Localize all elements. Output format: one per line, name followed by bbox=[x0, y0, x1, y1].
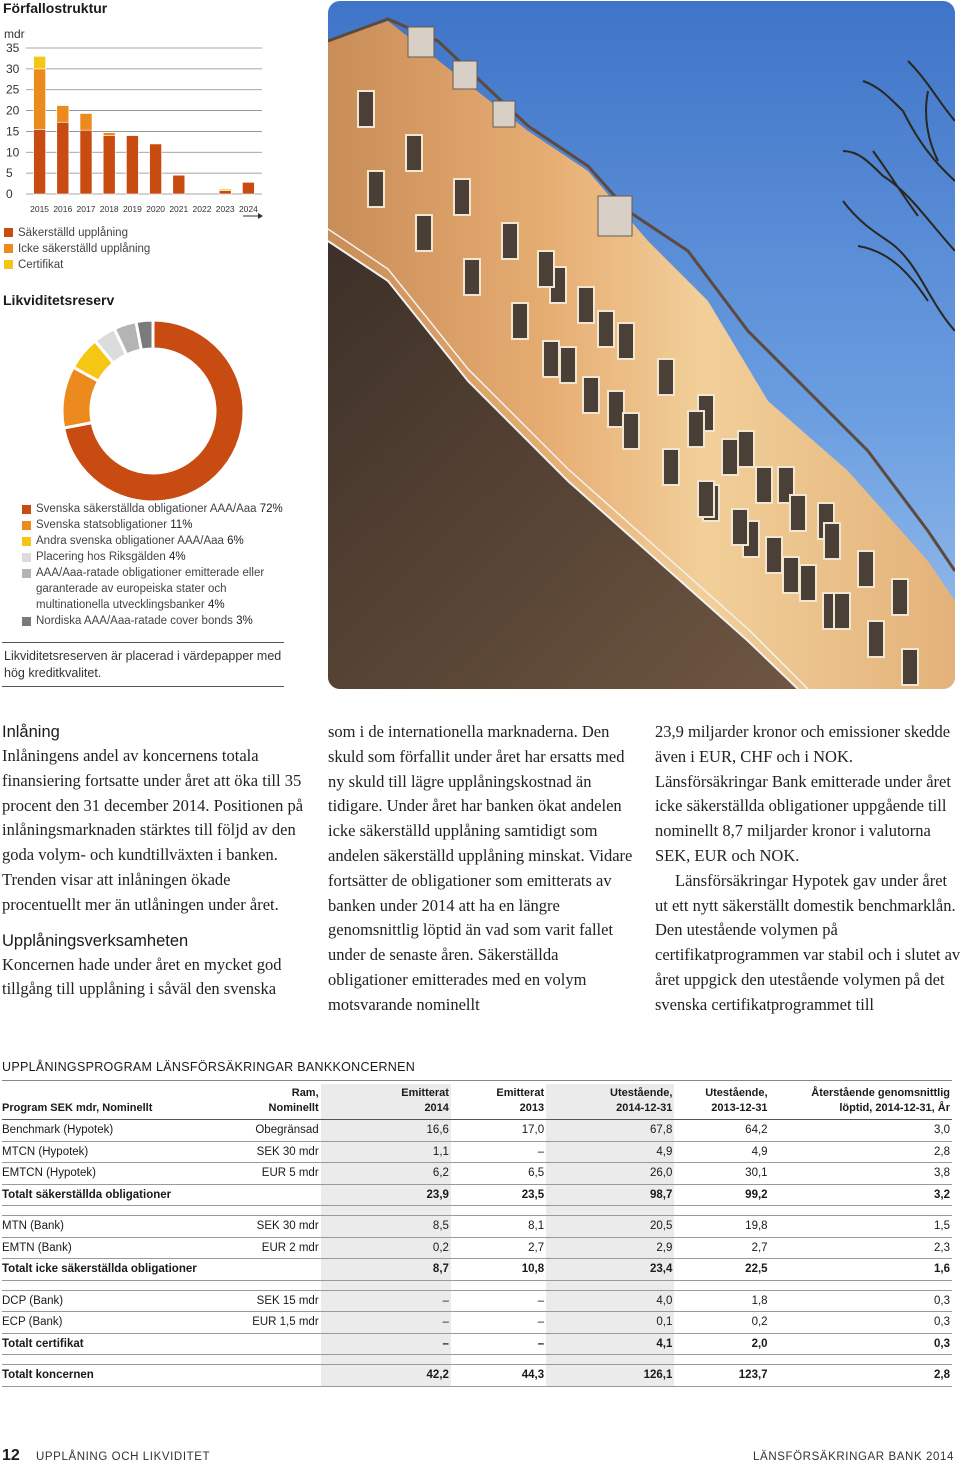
table-cell: SEK 30 mdr bbox=[202, 1141, 320, 1163]
window-shape bbox=[583, 377, 599, 413]
heading-deposits: Inlåning bbox=[2, 723, 60, 741]
table-cell: EUR 1,5 mdr bbox=[202, 1312, 320, 1334]
legend-swatch bbox=[22, 569, 31, 578]
liquidity-legend bbox=[22, 501, 292, 629]
table-cell: 3,0 bbox=[770, 1120, 952, 1142]
table-cell: 8,5 bbox=[321, 1216, 451, 1238]
legend-item bbox=[4, 241, 150, 257]
table-cell bbox=[202, 1184, 320, 1206]
y-tick-label: 35 bbox=[6, 41, 20, 55]
y-tick-label: 25 bbox=[6, 82, 20, 97]
window-shape bbox=[454, 179, 470, 215]
window-shape bbox=[824, 523, 840, 559]
table-cell bbox=[202, 1365, 320, 1387]
table-cell: 1,8 bbox=[674, 1290, 769, 1312]
y-tick-label: 0 bbox=[6, 187, 13, 201]
divider bbox=[2, 686, 284, 687]
table-row bbox=[2, 1290, 952, 1312]
table-cell: 17,0 bbox=[451, 1120, 546, 1142]
table-cell: MTN (Bank) bbox=[2, 1216, 202, 1238]
table-cell: 8,1 bbox=[451, 1216, 546, 1238]
table-cell: Totalt icke säkerställda obligationer bbox=[2, 1259, 202, 1281]
x-tick-label: 2015 bbox=[30, 204, 50, 214]
bar-segment bbox=[80, 113, 92, 130]
window-shape bbox=[618, 323, 634, 359]
paragraph: Länsförsäkringar Hypotek gav under året ut ett nytt säkerställt domestik benchmarklån. Den utestående volymen på certifikatprogrammen var stabil och i slutet av året uppgick den utestående volymen på det svenska certifikatprogrammet till bbox=[655, 870, 960, 1014]
column-header: Ram, Nominellt bbox=[202, 1084, 320, 1120]
window-shape bbox=[538, 251, 554, 287]
window-shape bbox=[543, 341, 559, 377]
legend-label: Andra svenska obligationer AAA/Aaa bbox=[36, 535, 224, 547]
table-cell: – bbox=[451, 1312, 546, 1334]
legend-pct: 4% bbox=[168, 551, 186, 563]
divider bbox=[2, 642, 284, 643]
bar-segment bbox=[150, 144, 162, 194]
legend-label: Placering hos Riksgälden bbox=[36, 551, 166, 563]
table-cell: Obegränsad bbox=[202, 1120, 320, 1142]
legend-pct: 72% bbox=[259, 503, 283, 515]
table-cell: 23,5 bbox=[451, 1184, 546, 1206]
bar-segment bbox=[34, 69, 46, 129]
y-tick-label: 30 bbox=[6, 61, 20, 76]
window-shape bbox=[738, 431, 754, 467]
legend-swatch bbox=[22, 537, 31, 546]
table-cell: 67,8 bbox=[546, 1120, 674, 1142]
table-cell: 20,5 bbox=[546, 1216, 674, 1238]
section-name: UPPLÅNING OCH LIKVIDITET bbox=[36, 1451, 211, 1463]
paragraph: Koncernen hade under året en mycket god tillgång till upplåning i såväl den svenska bbox=[2, 954, 282, 999]
window-shape bbox=[598, 311, 614, 347]
bar-segment bbox=[57, 106, 69, 123]
liquidity-reserve-donut bbox=[60, 318, 246, 504]
table-total-row bbox=[2, 1259, 952, 1281]
table-cell: EUR 5 mdr bbox=[202, 1163, 320, 1185]
table-cell: Benchmark (Hypotek) bbox=[2, 1120, 202, 1142]
table-cell: EMTN (Bank) bbox=[2, 1237, 202, 1259]
y-tick-label: 10 bbox=[6, 145, 20, 160]
y-unit-label: mdr bbox=[4, 27, 25, 41]
legend-item bbox=[4, 225, 150, 241]
table-cell: 2,7 bbox=[674, 1237, 769, 1259]
table-cell: 19,8 bbox=[674, 1216, 769, 1238]
legend-pct: 11% bbox=[170, 519, 193, 531]
table-cell bbox=[202, 1259, 320, 1281]
table-cell: 23,9 bbox=[321, 1184, 451, 1206]
table-cell: 0,2 bbox=[321, 1237, 451, 1259]
x-tick-label: 2019 bbox=[122, 204, 142, 214]
legend-label: Säkerställd upplåning bbox=[18, 227, 128, 239]
table-cell: 4,0 bbox=[546, 1290, 674, 1312]
table-total-row bbox=[2, 1365, 952, 1387]
legend-swatch bbox=[4, 228, 13, 237]
table-total-row bbox=[2, 1333, 952, 1355]
table-cell: DCP (Bank) bbox=[2, 1290, 202, 1312]
window-shape bbox=[623, 413, 639, 449]
x-tick-label: 2018 bbox=[99, 204, 119, 214]
table-cell: 10,8 bbox=[451, 1259, 546, 1281]
table-row bbox=[2, 1237, 952, 1259]
legend-item bbox=[22, 613, 292, 629]
bar-segment bbox=[34, 129, 46, 194]
x-tick-label: 2017 bbox=[76, 204, 96, 214]
y-tick-label: 5 bbox=[6, 166, 13, 181]
bar-segment bbox=[57, 122, 69, 194]
table-cell: 3,2 bbox=[770, 1184, 952, 1206]
table-cell: SEK 15 mdr bbox=[202, 1290, 320, 1312]
table-cell: ECP (Bank) bbox=[2, 1312, 202, 1334]
table-cell: 6,2 bbox=[321, 1163, 451, 1185]
divider bbox=[2, 1080, 952, 1081]
funding-programs-table bbox=[2, 1084, 952, 1387]
table-total-row bbox=[2, 1184, 952, 1206]
table-spacer bbox=[2, 1206, 952, 1216]
window-shape bbox=[732, 509, 748, 545]
table-cell: 0,3 bbox=[770, 1312, 952, 1334]
table-cell: Totalt koncernen bbox=[2, 1365, 202, 1387]
legend-pct: 4% bbox=[207, 599, 225, 611]
legend-label: Certifikat bbox=[18, 259, 64, 271]
window-shape bbox=[790, 495, 806, 531]
window-shape bbox=[688, 411, 704, 447]
table-cell: 4,9 bbox=[546, 1141, 674, 1163]
table-cell: MTCN (Hypotek) bbox=[2, 1141, 202, 1163]
page-number: 12 bbox=[2, 1447, 20, 1464]
window-shape bbox=[368, 171, 384, 207]
legend-item bbox=[4, 257, 150, 273]
table-spacer bbox=[2, 1355, 952, 1365]
window-shape bbox=[800, 565, 816, 601]
table-cell: 8,7 bbox=[321, 1259, 451, 1281]
legend-swatch bbox=[22, 617, 31, 626]
table-cell: 30,1 bbox=[674, 1163, 769, 1185]
table-body bbox=[2, 1120, 952, 1387]
x-tick-labels bbox=[30, 204, 258, 214]
table-cell: 4,1 bbox=[546, 1333, 674, 1355]
column-header: Emitterat 2013 bbox=[451, 1084, 546, 1120]
table-cell: 123,7 bbox=[674, 1365, 769, 1387]
column-header: Emitterat 2014 bbox=[321, 1084, 451, 1120]
legend-label: AAA/Aaa-ratade obligationer emitterade eller garanterade av europeiska stater och multinationella utvecklingsbanker bbox=[36, 567, 265, 611]
legend-pct: 6% bbox=[227, 535, 244, 547]
window-shape bbox=[892, 579, 908, 615]
legend-pct: 3% bbox=[236, 615, 253, 627]
table-cell: 4,9 bbox=[674, 1141, 769, 1163]
bar-segment bbox=[242, 182, 254, 194]
maturity-bar-chart bbox=[0, 22, 270, 222]
y-tick-label: 20 bbox=[6, 103, 20, 118]
table-cell: 16,6 bbox=[321, 1120, 451, 1142]
table-cell: 99,2 bbox=[674, 1184, 769, 1206]
table-cell bbox=[202, 1333, 320, 1355]
window-shape bbox=[858, 551, 874, 587]
table-cell: 0,3 bbox=[770, 1290, 952, 1312]
legend-swatch bbox=[4, 244, 13, 253]
liquidity-reserve-note: Likviditetsreserven är placerad i värdepapper med hög kreditkvalitet. bbox=[4, 649, 282, 680]
table-cell: 2,7 bbox=[451, 1237, 546, 1259]
bar-segment bbox=[173, 175, 185, 194]
table-cell: Totalt certifikat bbox=[2, 1333, 202, 1355]
table-cell: – bbox=[451, 1290, 546, 1312]
column-header: Utestående, 2013-12-31 bbox=[674, 1084, 769, 1120]
table-cell: 2,0 bbox=[674, 1333, 769, 1355]
heading-funding: Upplåningsverksamheten bbox=[2, 931, 189, 950]
table-row bbox=[2, 1312, 952, 1334]
table-cell: 2,3 bbox=[770, 1237, 952, 1259]
window-shape bbox=[834, 593, 850, 629]
x-tick-label: 2016 bbox=[53, 204, 73, 214]
legend-swatch bbox=[22, 553, 31, 562]
bar-segment bbox=[103, 136, 115, 194]
window-shape bbox=[722, 439, 738, 475]
table-cell: 23,4 bbox=[546, 1259, 674, 1281]
column-header: Återstående genomsnittlig löptid, 2014-12-31, År bbox=[770, 1084, 952, 1120]
text-column-2 bbox=[328, 720, 634, 1018]
maturity-chart-title: Förfallostruktur bbox=[3, 0, 108, 16]
legend-label: Nordiska AAA/Aaa-ratade cover bonds bbox=[36, 615, 233, 627]
window-shape bbox=[512, 303, 528, 339]
window-shape bbox=[783, 557, 799, 593]
table-cell: – bbox=[321, 1333, 451, 1355]
table-cell: 1,6 bbox=[770, 1259, 952, 1281]
legend-label: Svenska statsobligationer bbox=[36, 519, 168, 531]
table-row bbox=[2, 1163, 952, 1185]
bar-segment bbox=[219, 189, 231, 191]
window-shape bbox=[766, 537, 782, 573]
bar-segment bbox=[80, 130, 92, 194]
window-shape bbox=[416, 215, 432, 251]
legend-swatch bbox=[22, 505, 31, 514]
table-cell: – bbox=[451, 1141, 546, 1163]
table-spacer bbox=[2, 1280, 952, 1290]
column-header: Utestående, 2014-12-31 bbox=[546, 1084, 674, 1120]
window-shape bbox=[756, 467, 772, 503]
table-row bbox=[2, 1120, 952, 1142]
window-shape bbox=[663, 449, 679, 485]
table-title: UPPLÅNINGSPROGRAM LÄNSFÖRSÄKRINGAR BANKKONCERNEN bbox=[2, 1060, 416, 1074]
x-tick-label: 2020 bbox=[146, 204, 166, 214]
table-row bbox=[2, 1141, 952, 1163]
y-tick-label: 15 bbox=[6, 124, 20, 139]
legend-item bbox=[22, 533, 292, 549]
table-cell: 64,2 bbox=[674, 1120, 769, 1142]
x-tick-label: 2022 bbox=[192, 204, 212, 214]
x-tick-label: 2023 bbox=[215, 204, 235, 214]
window-shape bbox=[406, 135, 422, 171]
x-tick-label: 2024 bbox=[238, 204, 258, 214]
building-photo bbox=[328, 1, 955, 689]
table-cell: 0,1 bbox=[546, 1312, 674, 1334]
bar-segment bbox=[126, 136, 138, 194]
legend-item bbox=[22, 565, 292, 613]
table-row bbox=[2, 1216, 952, 1238]
window-shape bbox=[608, 391, 624, 427]
window-shape bbox=[560, 347, 576, 383]
publication-name: LÄNSFÖRSÄKRINGAR BANK 2014 bbox=[753, 1451, 954, 1463]
legend-label: Svenska säkerställda obligationer AAA/Aaa bbox=[36, 503, 257, 515]
table-cell: 1,5 bbox=[770, 1216, 952, 1238]
table-cell: EMTCN (Hypotek) bbox=[2, 1163, 202, 1185]
paragraph: som i de internationella marknaderna. Den skuld som förfallit under året har ersatts med ny skuld till lägre upplåningskostnad än tidigare. Under året har banken ökat andelen icke säkerställd upplåning samtidigt som andelen säkerställd upplåning minskat. Vidare fortsätter de obligationer som emitterats av banken under 2014 att ha en längre genomsnittlig löptid än vad som varit fallet under de senaste åren. Säkerställda obligationer emitterades med en volym motsvarande nominellt bbox=[328, 722, 633, 1014]
window-shape bbox=[464, 259, 480, 295]
paragraph: 23,9 miljarder kronor och emissioner skedde även i EUR, CHF och i NOK. Länsförsäkringar Bank emitterade under året icke säkerställda obligationer uppgående till nominellt 8,7 miljarder kronor i valutorna SEK, EUR och NOK. bbox=[655, 722, 951, 865]
table-cell: 1,1 bbox=[321, 1141, 451, 1163]
table-cell: Totalt säkerställda obligationer bbox=[2, 1184, 202, 1206]
window-shape bbox=[902, 649, 918, 685]
table-cell: 126,1 bbox=[546, 1365, 674, 1387]
legend-label: Icke säkerställd upplåning bbox=[18, 243, 151, 255]
table-cell: 6,5 bbox=[451, 1163, 546, 1185]
legend-item bbox=[22, 501, 292, 517]
legend-swatch bbox=[4, 260, 13, 269]
table-cell: 0,2 bbox=[674, 1312, 769, 1334]
table-cell: 42,2 bbox=[321, 1365, 451, 1387]
table-cell: 2,8 bbox=[770, 1141, 952, 1163]
table-cell: SEK 30 mdr bbox=[202, 1216, 320, 1238]
table-cell: 0,3 bbox=[770, 1333, 952, 1355]
bar-segment bbox=[34, 56, 46, 69]
x-tick-label: 2021 bbox=[169, 204, 189, 214]
table-cell: EUR 2 mdr bbox=[202, 1237, 320, 1259]
liquidity-reserve-title: Likviditetsreserv bbox=[3, 292, 115, 308]
table-cell: – bbox=[321, 1312, 451, 1334]
legend-item bbox=[22, 517, 292, 533]
table-cell: 98,7 bbox=[546, 1184, 674, 1206]
legend-item bbox=[22, 549, 292, 565]
window-shape bbox=[502, 223, 518, 259]
window-shape bbox=[698, 481, 714, 517]
bar-segment bbox=[219, 191, 231, 194]
table-cell: – bbox=[321, 1290, 451, 1312]
bar-segment bbox=[103, 133, 115, 136]
window-shape bbox=[578, 287, 594, 323]
text-column-1 bbox=[2, 720, 308, 1002]
window-shape bbox=[868, 621, 884, 657]
table-cell: 3,8 bbox=[770, 1163, 952, 1185]
table-cell: 26,0 bbox=[546, 1163, 674, 1185]
table-cell: 44,3 bbox=[451, 1365, 546, 1387]
table-cell: 2,9 bbox=[546, 1237, 674, 1259]
legend-swatch bbox=[22, 521, 31, 530]
paragraph: Inlåningens andel av koncernens totala finansiering fortsatte under året att öka till 35 procent den 31 december 2014. Positionen på inlåningsmarknaden stärktes till följd av den goda volym- och kundtillväxten i banken. Trenden visar att inlåningen ökade procentuellt mer än utlåningen under året. bbox=[2, 746, 304, 914]
text-column-3 bbox=[655, 720, 960, 1018]
y-tick-labels bbox=[6, 41, 20, 201]
maturity-legend bbox=[4, 225, 150, 273]
window-shape bbox=[658, 359, 674, 395]
window-shape bbox=[358, 91, 374, 127]
column-header: Program SEK mdr, Nominellt bbox=[2, 1084, 202, 1120]
table-header-row bbox=[2, 1084, 952, 1120]
table-cell: – bbox=[451, 1333, 546, 1355]
table-cell: 2,8 bbox=[770, 1365, 952, 1387]
table-cell: 22,5 bbox=[674, 1259, 769, 1281]
